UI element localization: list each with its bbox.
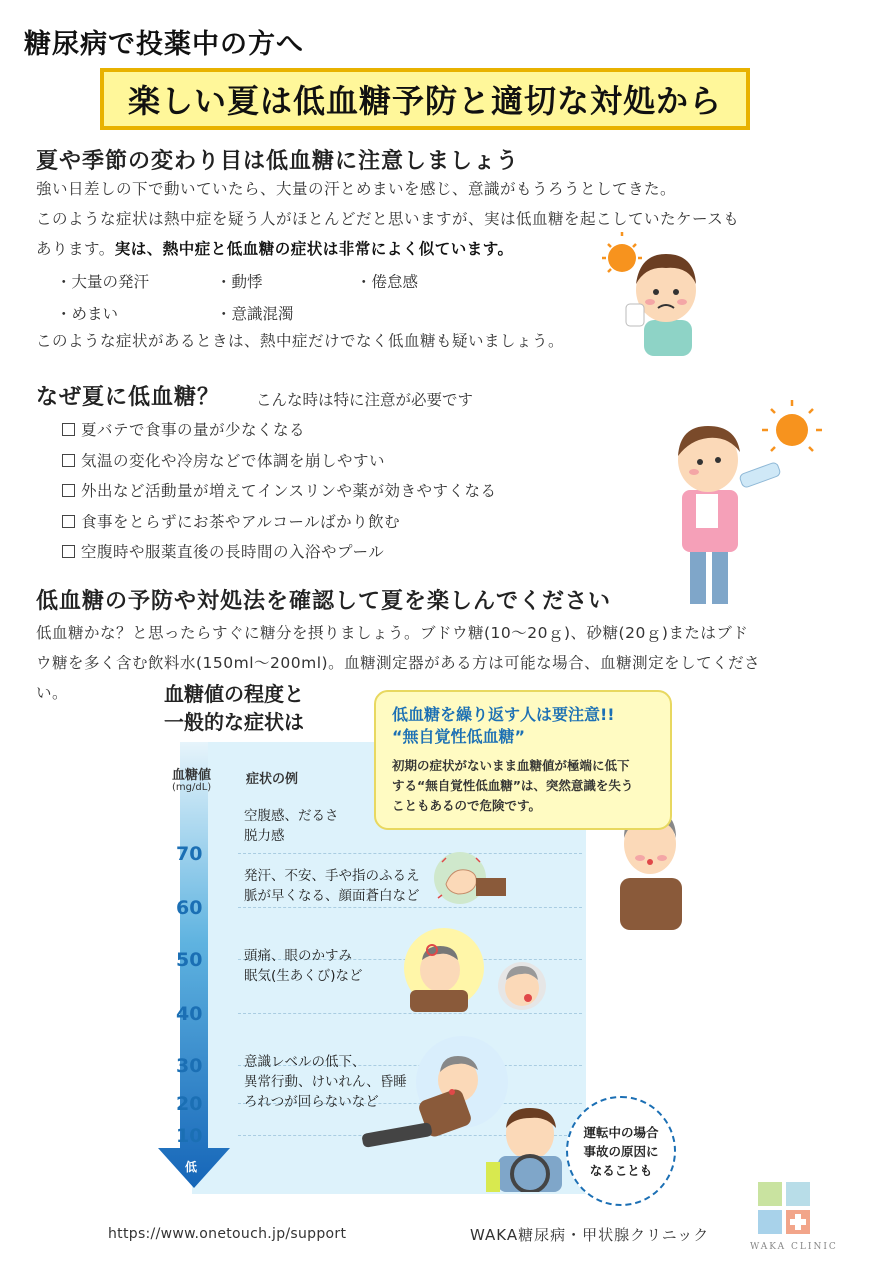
tick-label: 20 [176, 1093, 203, 1115]
trembling-hand-illustration [432, 848, 510, 910]
grid-line [238, 853, 582, 854]
clinic-logo-icon [756, 1180, 814, 1236]
symptom-group: 発汗、不安、手や指のふるえ 脈が早くなる、顔面蒼白など [244, 868, 420, 904]
axis-unit: (mg/dL) [172, 782, 212, 793]
section3-line3: い。 [36, 684, 69, 702]
tick-label: 40 [176, 1003, 203, 1025]
checklist-item: 外出など活動量が増えてインスリンや薬が効きやすくなる [62, 479, 497, 501]
callout-title: 低血糖を繰り返す人は要注意!! [392, 705, 615, 724]
driving-warning-note: 運転中の場合 事故の原因に なることも [566, 1096, 676, 1206]
axis-label: 血糖値 [172, 768, 212, 783]
section1-line3-plain: あります。 [36, 240, 115, 258]
section1-line2: このような症状は熱中症を疑う人がほとんどだと思いますが、実は低血糖を起こしていたケースも [36, 210, 740, 228]
section1-line3 [36, 234, 514, 264]
chart-title: 血糖値の程度と 一般的な症状は [164, 682, 304, 734]
top-label: 糖尿病で投薬中の方へ [24, 29, 304, 60]
checkbox-icon [62, 515, 75, 528]
headache-dizzy-illustration [388, 928, 556, 1016]
low-label: 低 [185, 1160, 198, 1174]
hypoglycemia-unawareness-callout [374, 690, 672, 830]
checklist-item: 空腹時や服薬直後の長時間の入浴やプール [62, 540, 384, 562]
symptom-group: 空腹感、だるさ 脱力感 [244, 808, 339, 844]
symptom-group: 頭痛、眼のかすみ 眠気(生あくび)など [244, 948, 363, 984]
tick-label: 60 [176, 897, 203, 919]
callout-subtitle: “無自覚性低血糖” [392, 727, 526, 746]
tick-label: 70 [176, 843, 203, 865]
symptom-header: 症状の例 [246, 772, 299, 787]
symptom-item: ・動悸 [216, 273, 263, 291]
drinking-girl-illustration [656, 396, 836, 608]
symptom-item: ・意識混濁 [216, 305, 294, 323]
checkbox-icon [62, 545, 75, 558]
checklist-item: 夏バテで食事の量が少なくなる [62, 418, 305, 440]
section3-heading: 低血糖の予防や対処法を確認して夏を楽しんでください [36, 589, 612, 614]
section1-line3-bold: 実は、熱中症と低血糖の症状は非常によく似ています。 [114, 240, 514, 258]
section1-line1: 強い日差しの下で動いていたら、大量の汗とめまいを感じ、意識がもうろうとしてきた。 [36, 180, 677, 198]
driving-man-illustration [476, 1104, 578, 1192]
grid-line [238, 907, 582, 908]
symptom-group: 意識レベルの低下、 異常行動、けいれん、昏睡 ろれつが回らないなど [244, 1054, 407, 1110]
sweating-boy-illustration [600, 232, 710, 356]
callout-body: 初期の症状がないまま血糖値が極端に低下 する“無自覚性低血糖”は、突然意識を失う こともあるので危険です。 [392, 758, 634, 813]
section3-line1: 低血糖かな？と思ったらすぐに糖分を摂りましょう。ブドウ糖(10～20ｇ)、砂糖(20ｇ)またはブド [36, 624, 749, 642]
checklist-item: 食事をとらずにお茶やアルコールばかり飲む [62, 510, 400, 532]
section1-closing: このような症状があるときは、熱中症だけでなく低血糖も疑いましょう。 [36, 332, 565, 350]
section2-subheading: こんな時は特に注意が必要です [256, 391, 474, 409]
checkbox-icon [62, 454, 75, 467]
section2-heading: なぜ夏に低血糖？ [36, 385, 221, 410]
checkbox-icon [62, 423, 75, 436]
section1-heading: 夏や季節の変わり目は低血糖に注意しましょう [36, 149, 520, 174]
section3-line2: ウ糖を多く含む飲料水(150ml～200ml)。血糖測定器がある方は可能な場合、血糖測定をしてくださ [36, 654, 761, 672]
checklist-item: 気温の変化や冷房などで体調を崩しやすい [62, 449, 385, 471]
symptom-item: ・めまい [56, 305, 119, 323]
tick-label: 10 [176, 1125, 203, 1147]
title-banner [100, 68, 750, 130]
page-title: 楽しい夏は低血糖予防と適切な対処から [127, 82, 722, 120]
checkbox-icon [62, 484, 75, 497]
symptom-item: ・倦怠感 [356, 273, 419, 291]
footer-url: https://www.onetouch.jp/support [108, 1226, 347, 1242]
symptom-item: ・大量の発汗 [56, 273, 150, 291]
tick-label: 30 [176, 1055, 203, 1077]
footer-clinic-name: WAKA糖尿病・甲状腺クリニック [470, 1226, 710, 1244]
clinic-logo-text: WAKA CLINIC [750, 1242, 838, 1252]
tick-label: 50 [176, 949, 203, 971]
